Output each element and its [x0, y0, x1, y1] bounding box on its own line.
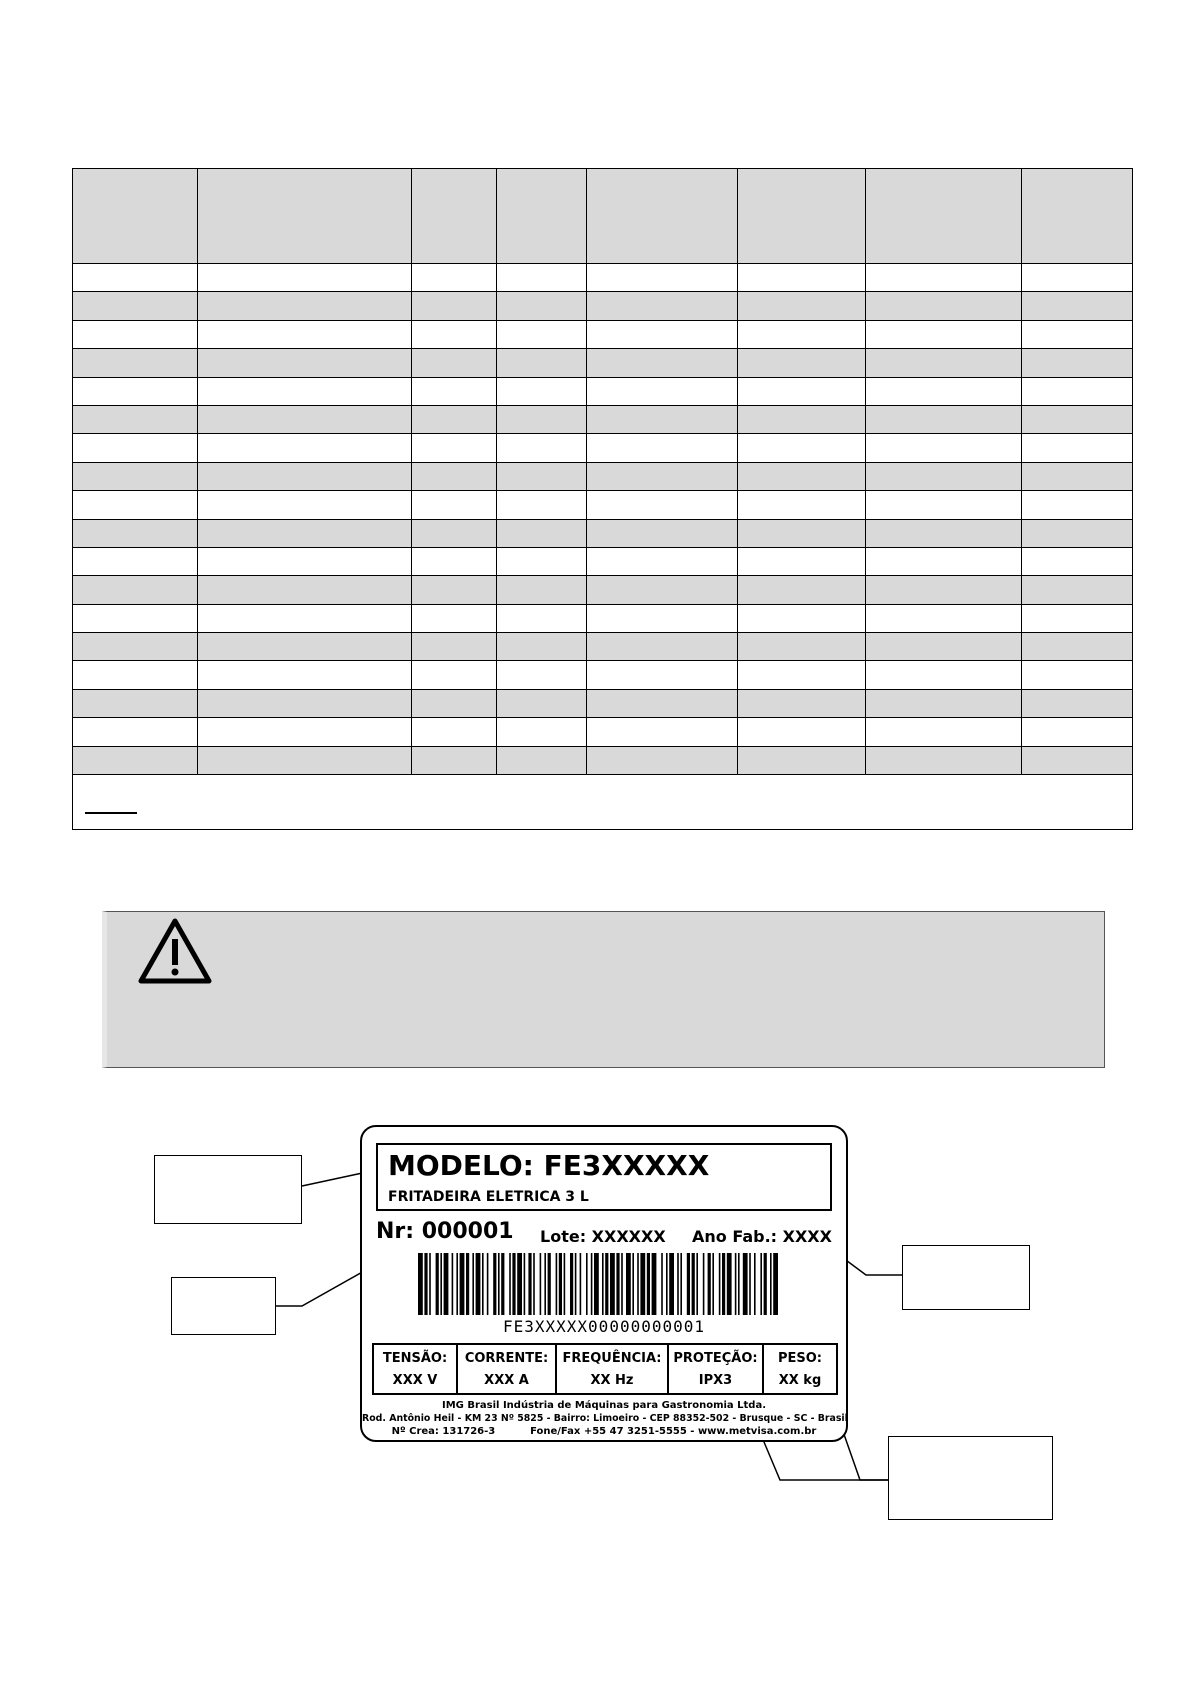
- spec-protection: [669, 1345, 764, 1393]
- barcode-bar: [743, 1253, 748, 1315]
- barcode-bar: [773, 1253, 778, 1315]
- barcode-bar: [610, 1253, 615, 1315]
- barcode-bar: [696, 1253, 698, 1315]
- manufacturer-address: Rod. Antônio Heil - KM 23 Nº 5825 - Bairro: Limoeiro - CEP 88352-502 - Brusque - SC - Brasil: [362, 1413, 848, 1424]
- barcode-bar: [436, 1253, 439, 1315]
- barcode: [418, 1253, 778, 1315]
- model-title: MODELO: FE3XXXXX: [388, 1149, 710, 1182]
- spec-frequency: [557, 1345, 669, 1393]
- barcode-bar: [605, 1253, 608, 1315]
- barcode-bar: [512, 1253, 515, 1315]
- barcode-bar: [594, 1253, 599, 1315]
- barcode-bar: [476, 1253, 481, 1315]
- barcode-bar: [548, 1253, 551, 1315]
- barcode-bar: [621, 1253, 623, 1315]
- barcode-bar: [719, 1253, 721, 1315]
- rating-plate: [360, 1125, 848, 1442]
- barcode-bar: [626, 1253, 631, 1315]
- spec-value: XXX A: [484, 1373, 529, 1388]
- barcode-bar: [456, 1253, 458, 1315]
- barcode-bar: [749, 1253, 751, 1315]
- spec-weight: [764, 1345, 836, 1393]
- barcode-bar: [482, 1253, 484, 1315]
- barcode-bar: [429, 1253, 431, 1315]
- barcode-bar: [735, 1253, 737, 1315]
- barcode-bar: [570, 1253, 573, 1315]
- barcode-bar: [487, 1253, 489, 1315]
- barcode-bar: [544, 1253, 546, 1315]
- electrical-specs: [372, 1343, 838, 1395]
- callout-model: [154, 1155, 302, 1224]
- barcode-bar: [727, 1253, 732, 1315]
- barcode-bar: [493, 1253, 496, 1315]
- barcode-bar: [440, 1253, 442, 1315]
- barcode-bar: [466, 1253, 469, 1315]
- barcode-text: FE3XXXXX00000000001: [502, 1317, 706, 1336]
- barcode-bar: [444, 1253, 449, 1315]
- barcode-bar: [517, 1253, 522, 1315]
- barcode-bar: [528, 1253, 531, 1315]
- manufacture-year: Ano Fab.: XXXX: [692, 1227, 832, 1246]
- barcode-bar: [564, 1253, 566, 1315]
- barcode-bar: [764, 1253, 767, 1315]
- barcode-bar: [661, 1253, 663, 1315]
- barcode-bar: [738, 1253, 740, 1315]
- barcode-bar: [540, 1253, 542, 1315]
- model-box: [376, 1143, 832, 1211]
- spec-voltage: [374, 1345, 458, 1393]
- barcode-bar: [460, 1253, 465, 1315]
- barcode-bar: [677, 1253, 679, 1315]
- spec-value: IPX3: [698, 1373, 733, 1388]
- callout-serial: [171, 1277, 276, 1335]
- barcode-bar: [472, 1253, 474, 1315]
- callout-specs: [888, 1436, 1053, 1520]
- barcode-bar: [586, 1253, 588, 1315]
- serial-number: Nr: 000001: [376, 1219, 514, 1244]
- barcode-bar: [637, 1253, 639, 1315]
- barcode-bar: [575, 1253, 577, 1315]
- barcode-bar: [632, 1253, 634, 1315]
- barcode-bar: [708, 1253, 711, 1315]
- barcode-bar: [754, 1253, 756, 1315]
- barcode-bar: [533, 1253, 535, 1315]
- spec-current: [458, 1345, 557, 1393]
- barcode-bar: [652, 1253, 657, 1315]
- barcode-bar: [687, 1253, 690, 1315]
- barcode-bar: [680, 1253, 682, 1315]
- callout-year: [902, 1245, 1030, 1310]
- spec-value: XXX V: [392, 1373, 438, 1388]
- spec-value: XX Hz: [590, 1373, 634, 1388]
- barcode-bar: [770, 1253, 772, 1315]
- product-name: FRITADEIRA ELETRICA 3 L: [388, 1189, 589, 1205]
- barcode-bar: [424, 1253, 427, 1315]
- barcode-bar: [501, 1253, 504, 1315]
- spec-value: XX kg: [778, 1373, 822, 1388]
- barcode-bar: [669, 1253, 674, 1315]
- barcode-bar: [666, 1253, 668, 1315]
- barcode-bar: [498, 1253, 500, 1315]
- barcode-bar: [692, 1253, 695, 1315]
- manufacturer-name: IMG Brasil Indústria de Máquinas para Gastronomia Ltda.: [442, 1400, 766, 1411]
- barcode-bar: [712, 1253, 714, 1315]
- barcode-bar: [640, 1253, 645, 1315]
- spec-label: PESO:: [777, 1351, 823, 1366]
- spec-label: FREQUÊNCIA:: [562, 1351, 662, 1366]
- spec-label: PROTEÇÃO:: [673, 1351, 758, 1366]
- barcode-bar: [509, 1253, 511, 1315]
- barcode-bar: [616, 1253, 619, 1315]
- barcode-bar: [559, 1253, 562, 1315]
- manufacturer-contact: Nº Crea: 131726-3 Fone/Fax +55 47 3251-5555 - www.metvisa.com.br: [391, 1426, 817, 1437]
- lot-number: Lote: XXXXXX: [540, 1227, 666, 1246]
- barcode-bar: [452, 1253, 454, 1315]
- barcode-bar: [703, 1253, 705, 1315]
- spec-label: TENSÃO:: [382, 1351, 448, 1366]
- barcode-bar: [580, 1253, 582, 1315]
- barcode-bar: [418, 1253, 423, 1315]
- spec-label: CORRENTE:: [464, 1351, 549, 1366]
- barcode-bar: [591, 1253, 593, 1315]
- barcode-bar: [760, 1253, 762, 1315]
- barcode-bar: [722, 1253, 725, 1315]
- barcode-bar: [524, 1253, 526, 1315]
- barcode-bar: [647, 1253, 650, 1315]
- barcode-bar: [556, 1253, 558, 1315]
- barcode-bar: [602, 1253, 604, 1315]
